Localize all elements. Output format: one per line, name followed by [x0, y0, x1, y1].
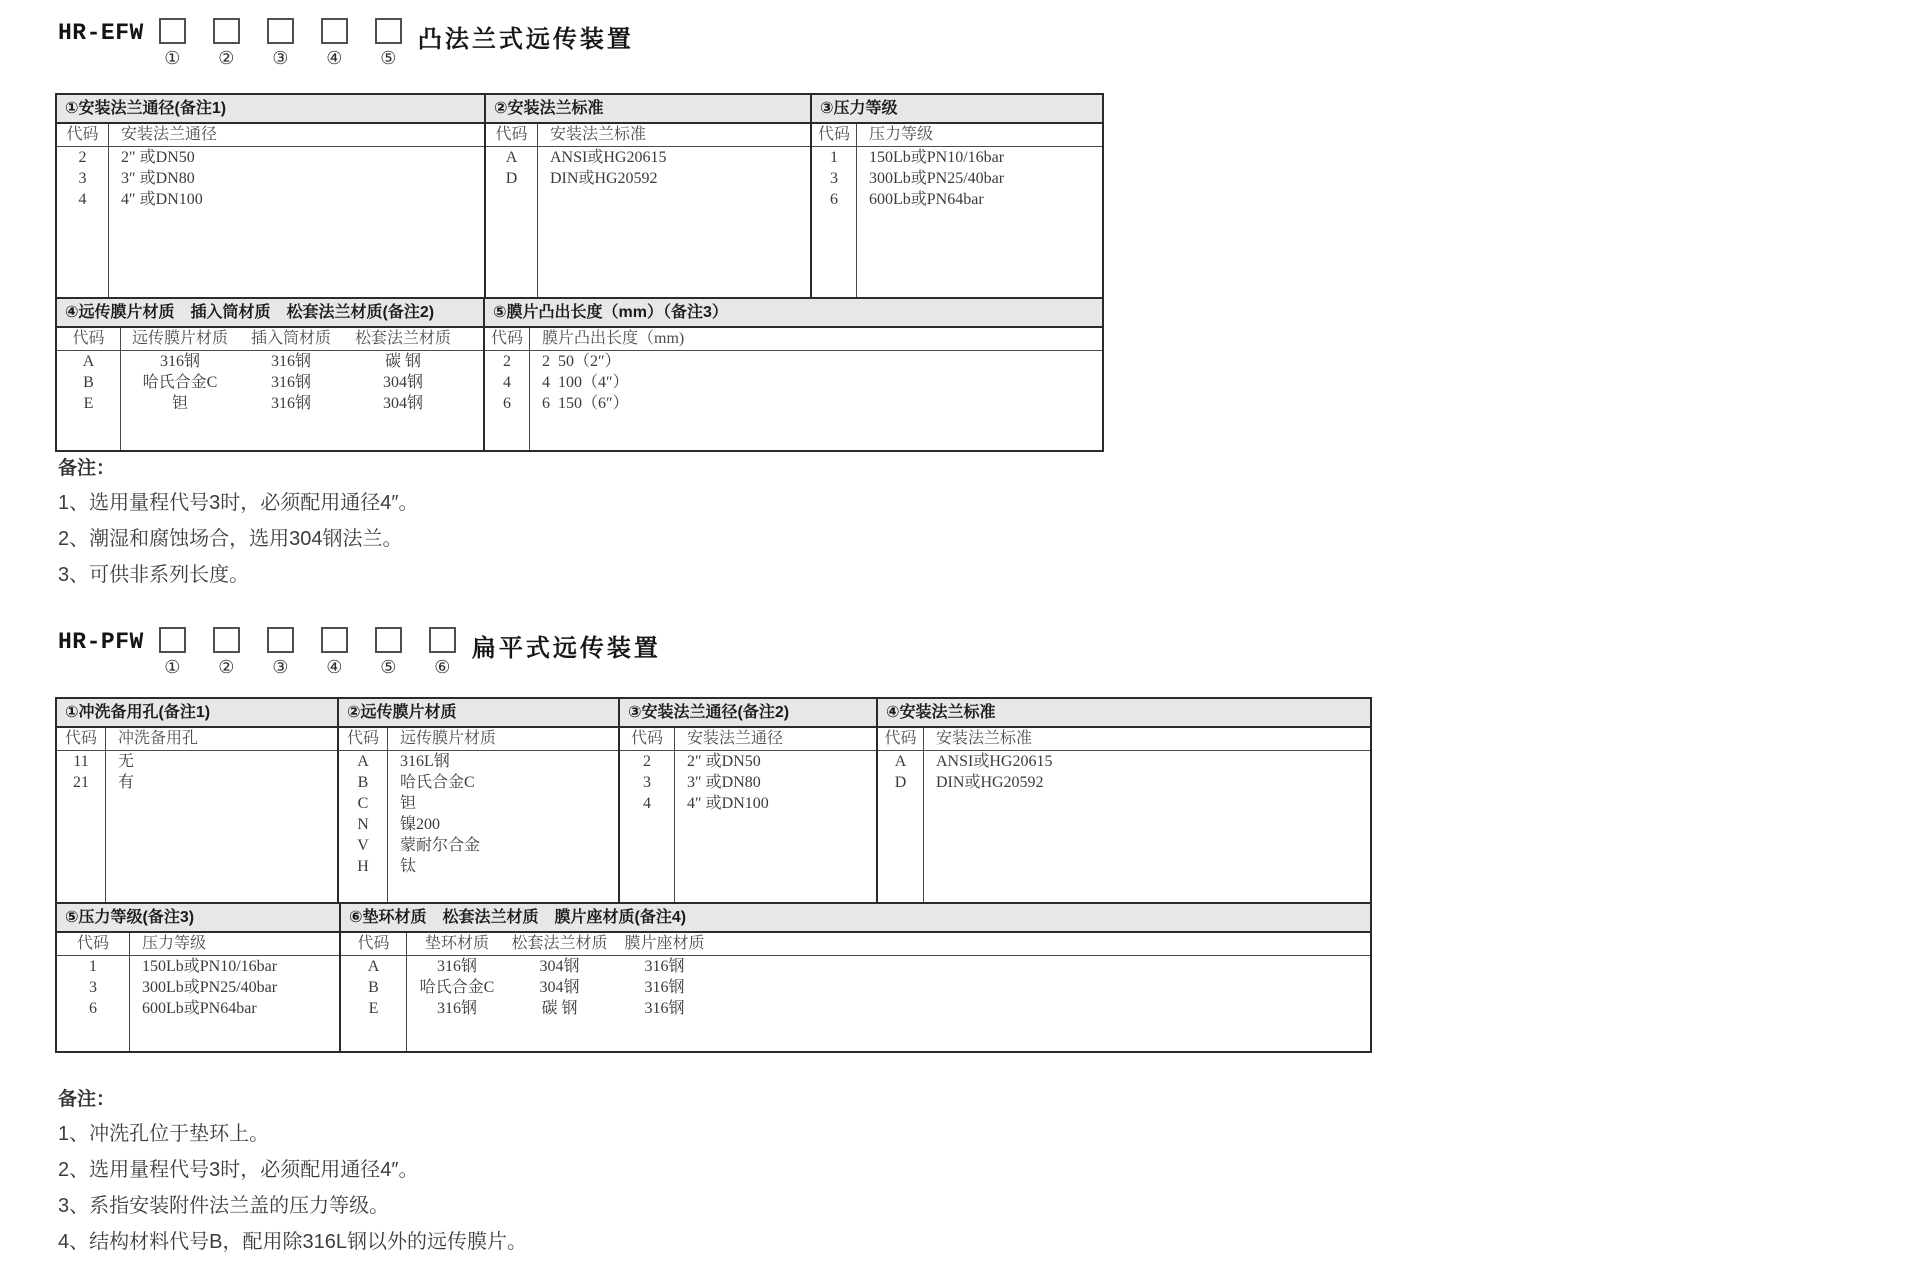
code-cell: 1: [89, 958, 97, 975]
position-number: ④: [326, 657, 343, 677]
value-part: 哈氏合金C: [142, 374, 218, 391]
code-column: [339, 728, 388, 902]
spec-section: [57, 299, 485, 450]
value-part: 膜片座材质: [624, 935, 705, 952]
code-cell: 6: [830, 191, 838, 208]
note-line: 4、结构材料代号B，配用除316L钢以外的远传膜片。: [58, 1231, 527, 1253]
position-number: ④: [326, 48, 343, 68]
code-column: [878, 728, 924, 902]
code-column: [341, 933, 407, 1051]
code-boxes-efw: [159, 18, 402, 67]
code-cell: 3: [643, 774, 651, 791]
notes-pfw: [58, 1089, 527, 1267]
value-cell: 150Lb或PN10/16bar: [869, 149, 1005, 166]
code-cell: 4: [503, 374, 511, 391]
section-title: ①冲洗备用孔(备注1): [57, 699, 337, 728]
code-cell: 3: [89, 979, 97, 996]
value-cell: 316L钢: [400, 753, 450, 770]
code-position: [159, 18, 186, 67]
code-box: [321, 18, 348, 44]
section-body: [57, 124, 484, 297]
note-line: 3、可供非系列长度。: [58, 564, 250, 586]
value-cell: 300Lb或PN25/40bar: [142, 979, 278, 996]
value-cell: 3″ 或DN80: [121, 170, 195, 187]
code-cell: D: [894, 774, 907, 791]
column-header: 安装法兰标准: [538, 124, 810, 147]
section-title: ②远传膜片材质: [339, 699, 618, 728]
notes-title: 备注：: [58, 458, 116, 479]
code-cell: 3: [78, 170, 87, 187]
spec-section: [486, 95, 812, 297]
section-title: ⑤压力等级(备注3): [57, 904, 339, 933]
value-cell: [121, 372, 483, 393]
code-box: [159, 18, 186, 44]
value-column: [530, 328, 1102, 450]
section-title: ⑤膜片凸出长度（mm）（备注3）: [485, 299, 1102, 328]
spec-section: [341, 904, 1370, 1051]
column-header: 压力等级: [857, 124, 1102, 147]
section-body: [878, 728, 1370, 902]
value-column: [106, 728, 337, 902]
section-body: [57, 933, 339, 1051]
value-column: [924, 728, 1370, 902]
value-part: 316钢: [270, 374, 311, 391]
section-title: ①安装法兰通径(备注1): [57, 95, 484, 124]
position-number: ②: [218, 657, 235, 677]
code-cell: H: [357, 858, 369, 875]
spec-section: [57, 95, 486, 297]
code-cell: 4: [78, 191, 87, 208]
value-part: 松套法兰材质: [354, 330, 451, 347]
code-column: [57, 933, 130, 1051]
code-position: [375, 18, 402, 67]
position-number: ⑥: [434, 657, 451, 677]
column-header: 安装法兰通径: [109, 124, 484, 147]
code-cell: 6: [503, 395, 511, 412]
value-cell: [407, 956, 1370, 977]
code-box: [267, 627, 294, 653]
position-number: ①: [164, 657, 181, 677]
value-cell: [407, 998, 1370, 1019]
spec-section: [57, 904, 341, 1051]
code-position: [213, 18, 240, 67]
column-header: 代码: [878, 728, 923, 751]
position-number: ③: [272, 657, 289, 677]
value-part: 钽: [171, 395, 188, 412]
value-part: 碳 钢: [541, 1000, 578, 1017]
code-cell: 21: [73, 774, 89, 791]
product-name-pfw: 扁平式远传装置: [471, 635, 661, 662]
code-boxes-pfw: [159, 627, 456, 676]
column-header: 代码: [341, 933, 406, 956]
value-part: 碳 钢: [384, 353, 421, 370]
value-cell: ANSI或HG20615: [936, 753, 1053, 770]
value-part: 304钢: [382, 395, 423, 412]
code-cell: A: [357, 753, 369, 770]
section-body: [57, 728, 337, 902]
value-column: [388, 728, 618, 902]
value-cell: DIN或HG20592: [550, 170, 658, 187]
column-header: 代码: [339, 728, 387, 751]
note-line: 1、选用量程代号3时，必须配用通径4″。: [58, 492, 419, 514]
value-cell: [407, 977, 1370, 998]
code-column: [57, 124, 109, 297]
value-cell: 2″ 或DN50: [121, 149, 195, 166]
value-column: [121, 328, 483, 450]
value-part: 垫环材质: [424, 935, 489, 952]
value-part: 304钢: [539, 979, 580, 996]
code-column: [485, 328, 530, 450]
code-box: [267, 18, 294, 44]
section-body: [812, 124, 1102, 297]
section-title: ③安装法兰通径(备注2): [620, 699, 876, 728]
section-title: ③压力等级: [812, 95, 1102, 124]
code-cell: 3: [830, 170, 838, 187]
value-cell: DIN或HG20592: [936, 774, 1044, 791]
value-column: [538, 124, 810, 297]
value-cell: 3″ 或DN80: [687, 774, 761, 791]
code-cell: 2: [503, 353, 511, 370]
value-part: 316钢: [436, 1000, 477, 1017]
code-position: [267, 18, 294, 67]
value-cell: [121, 351, 483, 372]
table-band: [57, 297, 1102, 450]
position-number: ⑤: [380, 657, 397, 677]
code-cell: D: [505, 170, 518, 187]
spec-section: [485, 299, 1102, 450]
code-cell: A: [894, 753, 907, 770]
value-part: 316钢: [644, 979, 685, 996]
code-cell: A: [505, 149, 518, 166]
spec-section: [812, 95, 1102, 297]
model-line-efw: [58, 18, 634, 67]
spec-section: [620, 699, 878, 902]
value-column: [675, 728, 876, 902]
position-number: ③: [272, 48, 289, 68]
code-cell: C: [357, 795, 369, 812]
code-box: [375, 18, 402, 44]
section-body: [341, 933, 1370, 1051]
code-cell: 2: [643, 753, 651, 770]
value-part: 316钢: [644, 1000, 685, 1017]
code-position: [321, 18, 348, 67]
code-cell: E: [83, 395, 94, 412]
value-column: [857, 124, 1102, 297]
code-cell: N: [357, 816, 369, 833]
code-column: [812, 124, 857, 297]
table-band: [57, 902, 1370, 1051]
code-cell: 6: [89, 1000, 97, 1017]
section-title: ④安装法兰标准: [878, 699, 1370, 728]
column-header: 冲洗备用孔: [106, 728, 337, 751]
code-box: [375, 627, 402, 653]
value-cell: 镍200: [400, 816, 441, 833]
value-cell: 钛: [400, 858, 417, 875]
code-position: [267, 627, 294, 676]
value-part: 远传膜片材质: [131, 330, 228, 347]
section-body: [339, 728, 618, 902]
note-line: 1、冲洗孔位于垫环上。: [58, 1123, 270, 1145]
spec-table-pfw: [55, 697, 1372, 1053]
column-header: 远传膜片材质: [388, 728, 618, 751]
code-column: [57, 728, 106, 902]
column-header: 代码: [620, 728, 674, 751]
code-cell: B: [368, 979, 379, 996]
position-number: ①: [164, 48, 181, 68]
column-header: 代码: [57, 328, 120, 351]
section-title: ⑥垫环材质 松套法兰材质 膜片座材质(备注4): [341, 904, 1370, 933]
note-line: 2、潮湿和腐蚀场合，选用304钢法兰。: [58, 528, 403, 550]
code-box: [213, 18, 240, 44]
product-name-efw: 凸法兰式远传装置: [417, 26, 634, 53]
table-band: [57, 95, 1102, 297]
notes-efw: [58, 458, 418, 600]
column-header: 代码: [57, 933, 129, 956]
value-cell: 哈氏合金C: [400, 774, 475, 791]
position-number: ②: [218, 48, 235, 68]
value-cell: 4″ 或DN100: [687, 795, 769, 812]
code-position: [375, 627, 402, 676]
code-cell: B: [83, 374, 94, 391]
code-column: [486, 124, 538, 297]
code-cell: 2: [78, 149, 87, 166]
column-header: 膜片凸出长度（mm): [530, 328, 1102, 351]
note-line: 3、系指安装附件法兰盖的压力等级。: [58, 1195, 390, 1217]
code-cell: V: [357, 837, 369, 854]
column-header: [121, 328, 483, 351]
value-part: 316钢: [270, 353, 311, 370]
code-column: [57, 328, 121, 450]
section-body: [57, 328, 483, 450]
column-header: 代码: [485, 328, 529, 351]
column-header: 安装法兰标准: [924, 728, 1370, 751]
value-cell: 钽: [400, 795, 417, 812]
section-title: ②安装法兰标准: [486, 95, 810, 124]
value-cell: 4 100（4″）: [542, 374, 629, 391]
code-box: [159, 627, 186, 653]
code-position: [213, 627, 240, 676]
spec-table-efw: [55, 93, 1104, 452]
model-code-pfw: HR-PFW: [58, 629, 144, 655]
notes-title: 备注：: [58, 1089, 116, 1110]
value-cell: [121, 393, 483, 414]
value-cell: 4″ 或DN100: [121, 191, 203, 208]
value-cell: 2 50（2″）: [542, 353, 621, 370]
model-line-pfw: [58, 627, 661, 676]
code-column: [620, 728, 675, 902]
value-cell: 300Lb或PN25/40bar: [869, 170, 1005, 187]
code-position: [159, 627, 186, 676]
value-part: 插入筒材质: [250, 330, 331, 347]
code-position: [429, 627, 456, 676]
value-part: 316钢: [159, 353, 200, 370]
code-cell: E: [368, 1000, 379, 1017]
column-header: 压力等级: [130, 933, 339, 956]
value-cell: 600Lb或PN64bar: [142, 1000, 257, 1017]
value-part: 304钢: [382, 374, 423, 391]
value-part: 松套法兰材质: [511, 935, 608, 952]
spec-section: [878, 699, 1370, 902]
value-part: 316钢: [270, 395, 311, 412]
table-band: [57, 699, 1370, 902]
code-cell: 1: [830, 149, 838, 166]
value-cell: ANSI或HG20615: [550, 149, 667, 166]
spec-section: [57, 699, 339, 902]
code-position: [321, 627, 348, 676]
section-body: [620, 728, 876, 902]
value-cell: 150Lb或PN10/16bar: [142, 958, 278, 975]
code-cell: A: [82, 353, 95, 370]
value-cell: 蒙耐尔合金: [400, 837, 481, 854]
code-box: [321, 627, 348, 653]
column-header: 安装法兰通径: [675, 728, 876, 751]
code-cell: 11: [73, 753, 89, 770]
column-header: 代码: [57, 124, 108, 147]
column-header: 代码: [486, 124, 537, 147]
code-box: [213, 627, 240, 653]
value-cell: 无: [118, 753, 135, 770]
code-cell: B: [357, 774, 369, 791]
model-code-efw: HR-EFW: [58, 20, 144, 46]
value-column: [109, 124, 484, 297]
value-column: [407, 933, 1370, 1051]
value-cell: 有: [118, 774, 135, 791]
value-cell: 6 150（6″）: [542, 395, 629, 412]
code-cell: 4: [643, 795, 651, 812]
value-cell: 2″ 或DN50: [687, 753, 761, 770]
column-header: 代码: [812, 124, 856, 147]
value-part: 316钢: [644, 958, 685, 975]
value-part: 304钢: [539, 958, 580, 975]
section-title: ④远传膜片材质 插入筒材质 松套法兰材质(备注2): [57, 299, 483, 328]
value-part: 哈氏合金C: [419, 979, 495, 996]
section-body: [486, 124, 810, 297]
code-box: [429, 627, 456, 653]
column-header: 代码: [57, 728, 105, 751]
value-column: [130, 933, 339, 1051]
spec-section: [339, 699, 620, 902]
column-header: [407, 933, 1370, 956]
position-number: ⑤: [380, 48, 397, 68]
value-part: 316钢: [436, 958, 477, 975]
section-body: [485, 328, 1102, 450]
value-cell: 600Lb或PN64bar: [869, 191, 984, 208]
code-cell: A: [367, 958, 380, 975]
note-line: 2、选用量程代号3时，必须配用通径4″。: [58, 1159, 419, 1181]
